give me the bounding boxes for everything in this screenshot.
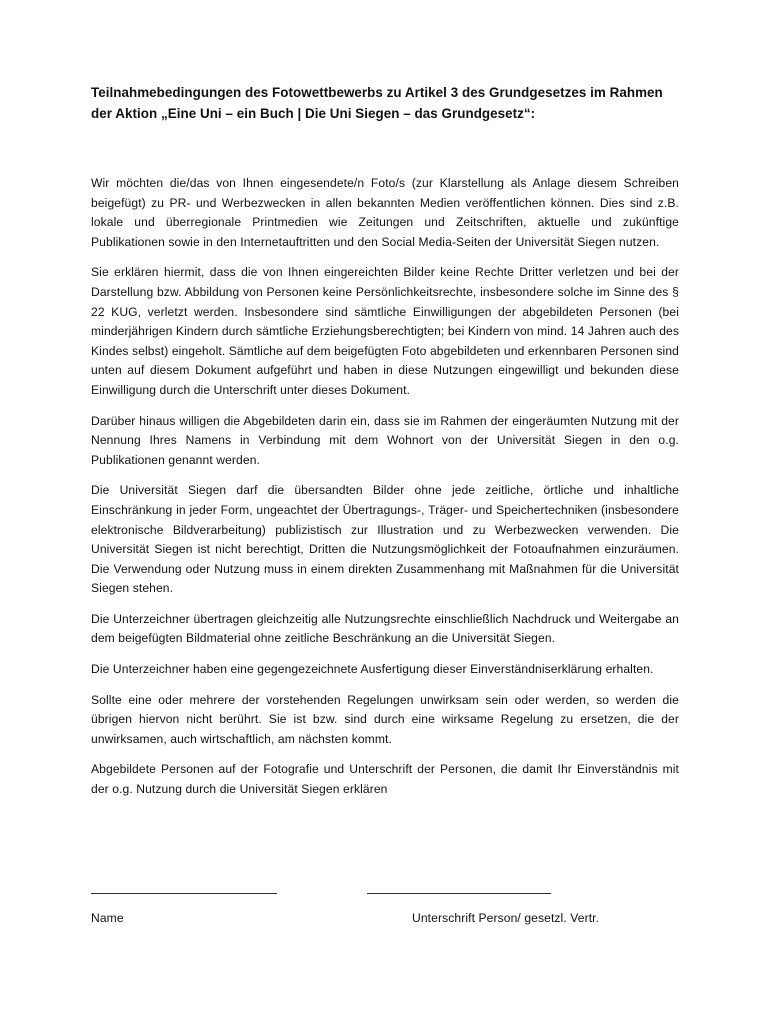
paragraph-countersigned-copy: Die Unterzeichner haben eine gegengezeichnete Ausfertigung dieser Einverständniserklärung erhalten. — [91, 662, 654, 677]
signature-lines — [91, 883, 679, 903]
signature-line — [367, 893, 551, 894]
name-label: Name — [91, 911, 124, 925]
document-body — [91, 82, 679, 811]
paragraph-usage-scope: Die Universität Siegen darf die übersandten Bilder ohne jede zeitliche, örtliche und inhaltliche Einschränkung in jeder Form, ungeachtet der Übertragungs-, Träger- und Speichertechniken (insbesondere elektronische Bildverarbeitung) publizistisch zur Illustration und zu Werbezwecken verwenden. Die Universität Siegen ist nicht berechtigt, Dritten die Nutzungsmöglichkeit der Fotoaufnahmen einzuräumen. Die Verwendung oder Nutzung muss in einem direkten Zusammenhang mit Maßnahmen für die Universität Siegen stehen. — [91, 483, 679, 596]
paragraph-name-mention: Darüber hinaus willigen die Abgebildeten darin ein, dass sie im Rahmen der eingeräumten Nutzung mit der Nennung Ihres Namens in Verbindung mit dem Wohnort von der Universität Siegen in den o.g. Publikationen genannt werden. — [91, 413, 679, 467]
paragraph-signatory-intro: Abgebildete Personen auf der Fotografie und Unterschrift der Personen, die damit Ihr Einverständnis mit der o.g. Nutzung durch die Universität Siegen erklären — [91, 762, 679, 797]
signature-label: Unterschrift Person/ gesetzl. Vertr. — [412, 911, 600, 925]
name-signature-line — [91, 893, 277, 894]
paragraph-publication-purpose: Wir möchten die/das von Ihnen eingesendete/n Foto/s (zur Klarstellung als Anlage diesem Schreiben beigefügt) zu PR- und Werbezwecken in allen bekannten Medien veröffentlichen können. Dies sind z.B. lokale und überregionale Printmedien wie Zeitungen und Zeitschriften, aktuelle und zukünftige Publikationen sowie in den Internetauftritten und den Social Media-Seiten der Universität Siegen nutzen. — [91, 176, 679, 249]
paragraph-rights-transfer: Die Unterzeichner übertragen gleichzeitig alle Nutzungsrechte einschließlich Nachdruck und Weitergabe an dem beigefügten Bildmaterial ohne zeitliche Beschränkung an die Universität Siegen. — [91, 611, 679, 646]
paragraph-severability: Sollte eine oder mehrere der vorstehenden Regelungen unwirksam sein oder werden, so werden die übrigen hiervon nicht berührt. Sie ist bzw. sind durch eine wirksame Regelung zu ersetzen, die der unwirksamen, auch wirtschaftlich, am nächsten kommt. — [91, 692, 679, 746]
document-title: Teilnahmebedingungen des Fotowettbewerbs zu Artikel 3 des Grundgesetzes im Rahmen der Aktion „Eine Uni – ein Buch | Die Uni Siegen – das Grundgesetz“: — [91, 85, 663, 121]
paragraph-rights-declaration: Sie erklären hiermit, dass die von Ihnen eingereichten Bilder keine Rechte Dritter verletzen und bei der Darstellung bzw. Abbildung von Personen keine Persönlichkeitsrechte, insbesondere solche im Sinne des § 22 KUG, verletzt werden. Insbesondere sind sämtliche Einwilligungen der abgebildeten Personen (bei minderjährigen Kindern durch sämtliche Erziehungsberechtigten; bei Kindern von mind. 14 Jahren auch des Kindes selbst) eingeholt. Sämtliche auf dem beigefügten Foto abgebildeten und erkennbaren Personen sind unten auf diesem Dokument aufgeführt und haben in diese Nutzungen eingewilligt und bekunden diese Einwilligung durch die Unterschrift unter dieses Dokument. — [91, 265, 679, 397]
signature-labels — [91, 911, 679, 931]
